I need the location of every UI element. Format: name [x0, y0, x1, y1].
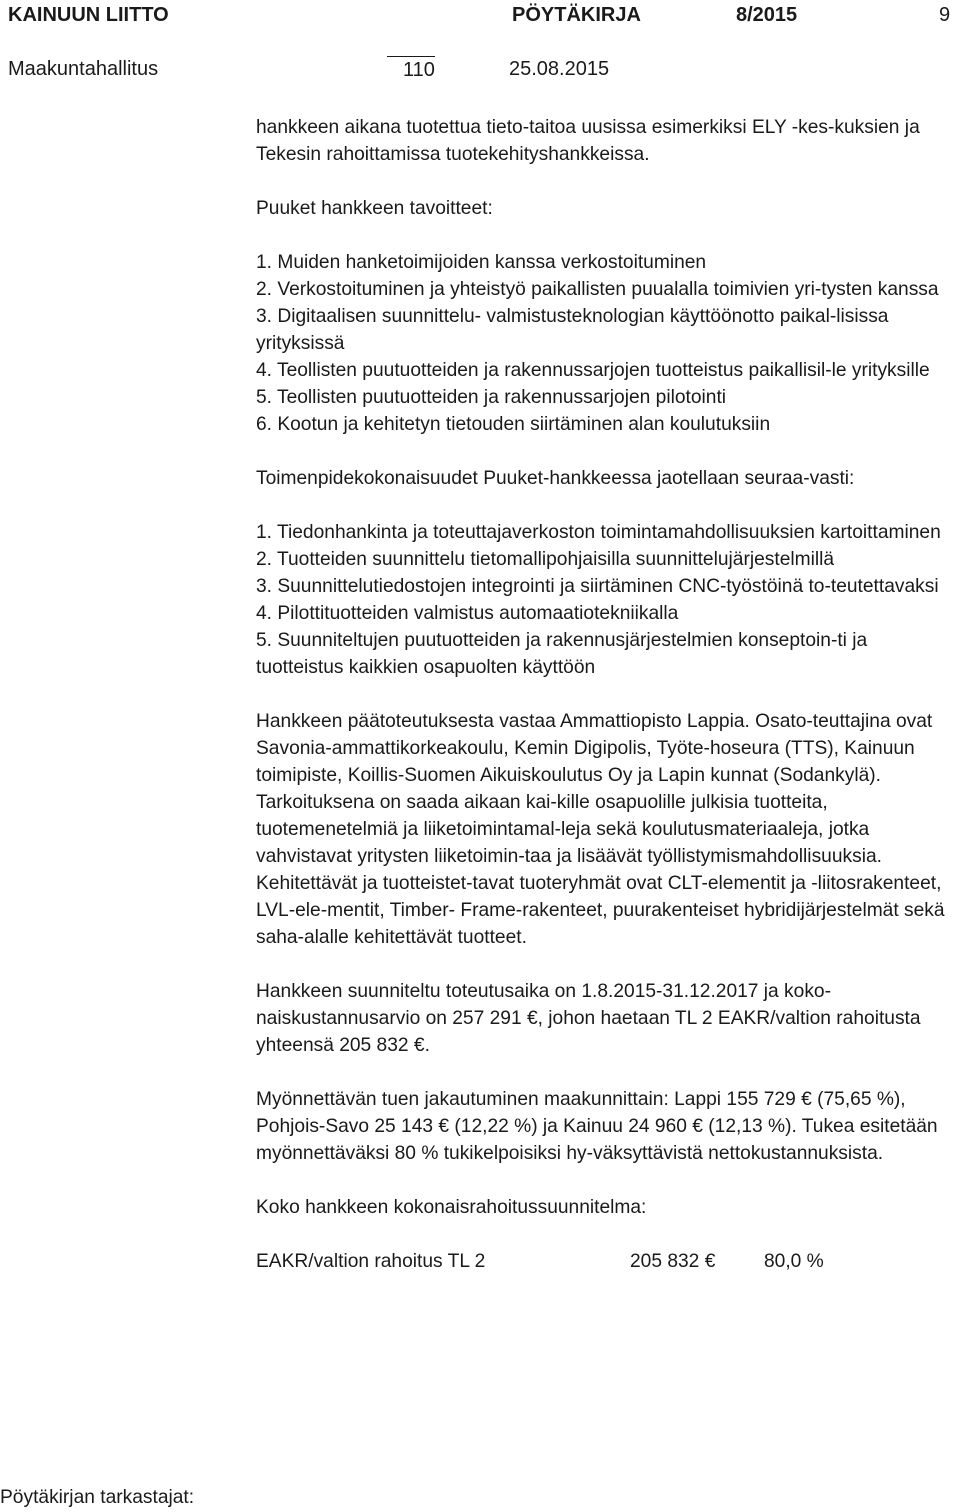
goals-heading: Puuket hankkeen tavoitteet: — [256, 198, 493, 219]
measures-list — [256, 519, 956, 681]
meeting-date: 25.08.2015 — [509, 58, 610, 80]
schedule-paragraph: Hankkeen suunniteltu toteutusaika on 1.8.2015-31.12.2017 ja koko-naiskustannusarvio on 257 291 €, johon haetaan TL 2 EAKR/valtion rahoitusta yhteensä 205 832 €. — [256, 981, 921, 1056]
list-item: 2. Verkostoituminen ja yhteistyö paikallisten puualalla toimivien yri-tysten kanssa — [256, 279, 939, 300]
list-item: 2. Tuotteiden suunnittelu tietomallipohjaisilla suunnittelujärjestelmillä — [256, 549, 835, 570]
implementation-paragraph: Hankkeen päätoteutuksesta vastaa Ammattiopisto Lappia. Osato-teuttajina ovat Savonia-ammattikorkeakoulu, Kemin Digipolis, Työte-hoseura (TTS), Kainuun toimipiste, Koillis-Suomen Aikuiskoulutus Oy ja Lapin kunnat (Sodankylä). Tarkoituksena on saada aikaan kai-kille osapuolille julkisia tuotteita, tuotemenetelmiä ja liiketoimintamal-leja sekä koulutusmateriaaleja, jotka vahvistavat yritysten liiketoimin-taa ja lisäävät työllistymismahdollisuuksia. Kehitettävät ja tuotteistet-tavat tuoteryhmät ovat CLT-elementit ja -liitosrakenteet, LVL-ele-mentit, Timber- Frame-rakenteet, puurakenteiset hybridijärjestelmät sekä saha-alalle kehitettävät tuotteet. — [256, 711, 945, 948]
inspectors-label: Pöytäkirjan tarkastajat: — [0, 1487, 195, 1508]
document-type: PÖYTÄKIRJA — [512, 4, 641, 26]
financing-amount: 205 832 € — [630, 1251, 716, 1272]
intro-paragraph: hankkeen aikana tuotettua tieto-taitoa uusissa esimerkiksi ELY -kes-kuksien ja Tekesin rahoittamissa tuotekehityshankkeissa. — [256, 117, 920, 165]
financing-label: EAKR/valtion rahoitus TL 2 — [256, 1251, 486, 1272]
list-item: 3. Suunnittelutiedostojen integrointi ja siirtäminen CNC-työstöinä to-teutettavaksi — [256, 576, 939, 597]
list-item: 1. Muiden hanketoimijoiden kanssa verkostoituminen — [256, 252, 707, 273]
section-number: 110 — [387, 56, 435, 83]
organization-name: KAINUUN LIITTO — [8, 4, 169, 26]
goals-list — [256, 249, 956, 438]
list-item: 1. Tiedonhankinta ja toteuttajaverkoston toimintamahdollisuuksien kartoittaminen — [256, 522, 941, 543]
list-item: 5. Teollisten puutuotteiden ja rakennussarjojen pilotointi — [256, 387, 727, 408]
list-item: 5. Suunniteltujen puutuotteiden ja rakennusjärjestelmien konseptoin-ti ja tuotteistus kaikkien osapuolten käyttöön — [256, 630, 868, 678]
financing-row — [256, 1248, 956, 1275]
list-item: 3. Digitaalisen suunnittelu- valmistusteknologian käyttöönotto paikal-lisissa yrityksissä — [256, 306, 889, 354]
page-number: 9 — [939, 4, 951, 26]
measures-heading: Toimenpidekokonaisuudet Puuket-hankkeessa jaotellaan seuraa-vasti: — [256, 468, 855, 489]
list-item: 4. Pilottituotteiden valmistus automaatiotekniikalla — [256, 603, 679, 624]
governing-body: Maakuntahallitus — [8, 58, 159, 80]
list-item: 4. Teollisten puutuotteiden ja rakennussarjojen tuotteistus paikallisil-le yrityksille — [256, 360, 930, 381]
financing-heading: Koko hankkeen kokonaisrahoitussuunnitelma: — [256, 1197, 647, 1218]
financing-percent: 80,0 % — [764, 1251, 824, 1272]
distribution-paragraph: Myönnettävän tuen jakautuminen maakunnittain: Lappi 155 729 € (75,65 %), Pohjois-Savo 25 143 € (12,22 %) ja Kainuu 24 960 € (12,13 %). Tukea esitetään myönnettäväksi 80 % tukikelpoisiksi hy-väksyttävistä nettokustannuksista. — [256, 1089, 938, 1164]
document-number: 8/2015 — [736, 4, 798, 26]
list-item: 6. Kootun ja kehitetyn tietouden siirtäminen alan koulutuksiin — [256, 414, 771, 435]
document-body — [256, 114, 956, 1275]
